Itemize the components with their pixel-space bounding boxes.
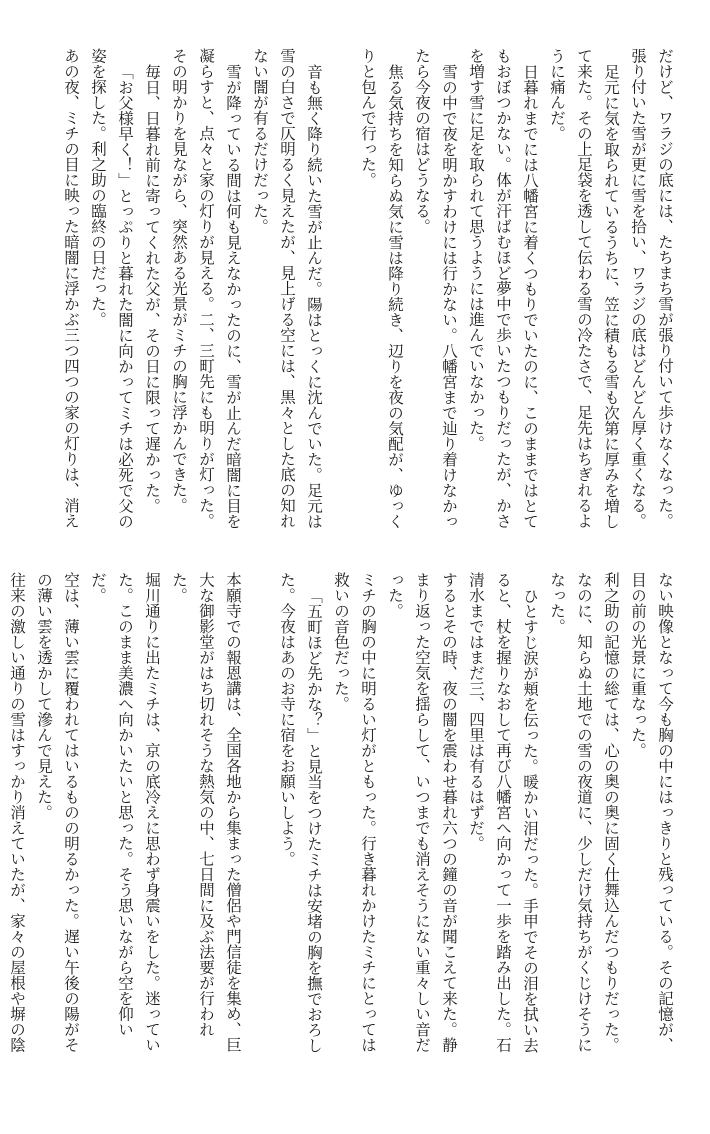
paragraph: だけど、ワラジの底には、たちまち雪が張り付いて歩けなくなった。張り付いた雪が更に雪を拾い、ワラジの底はどんどん厚く重くなる。 [629,48,674,529]
paragraph: ミチの胸の中に明るい灯がともった。行き暮れかけたミチにとっては救いの音色だった。 [332,572,377,1053]
lower-text-block [8,572,678,1064]
paragraph: ない映像となって今も胸の中にはっきりと残っている。その記憶が、目の前の光景に重なった。 [629,572,674,1053]
blank-line [327,48,354,540]
paragraph: 日暮れまでには八幡宮に着くつもりでいたのに、このままではとてもおぼつかない。体が汗ばむほど夢中で歩いたつもりだったが、かさを増す雪に足を取られて思うようには進んでいなかった。 [467,48,539,529]
paragraph: 毎日、日暮れ前に寄ってくれた父が、その日に限って遅かった。 [143,63,161,513]
paragraph: 「五町ほど先かな？」と見当をつけたミチは安堵の胸を撫でおろした。今夜はあのお寺に宿をお願いしよう。 [278,572,323,1053]
blank-line [246,572,273,1064]
paragraph: 雪が降っている間は何も見えなかったのに、雪が止んだ暗闇に目を凝らすと、点々と家の灯りが見える。二、三町先にも明りが灯った。その明かりを見ながら、突然ある光景がミチの胸に浮かんできた。 [170,48,242,529]
paragraph: あの夜、ミチの目に映った暗闇に浮かぶ三つ四つの家の灯りは、消え [62,48,80,529]
paragraph: 「お父様早く！」とっぷりと暮れた闇に向かってミチは必死で父の姿を探した。利之助の臨終の日だった。 [89,48,134,529]
paragraph: 音も無く降り続いた雪が止んだ。陽はとっくに沈んでいた。足元は雪の白さで仄明るく見えたが、見上げる空には、黒々とした底の知れない闇が有るだけだった。 [251,48,323,529]
upper-text-block [48,48,678,540]
paragraph: 空は、薄い雲に覆われてはいるものの明るかった。遅い午後の陽がその薄い雲を透かして滲んで見えた。 [35,572,80,1053]
paragraph: 堀川通りに出たミチは、京の底冷えに思わず身震いをした。迷っていた。このまま美濃へ向かいたいと思った。そう思いながら空を仰いだ。 [89,572,161,1053]
paragraph: ひとすじ涙が頬を伝った。暖かい泪だった。手甲でその泪を拭い去ると、杖を握りなおして再び八幡宮へ向かって一歩を踏み出した。石清水まではまだ三、四里は有るはずだ。 [467,572,539,1053]
paragraph: 往来の激しい通りの雪はすっかり消えていたが、家々の屋根や塀の陰 [8,572,26,1053]
paragraph: 本願寺での報恩講は、全国各地から集まった僧侶や門信徒を集め、巨大な御影堂がはち切れそうな熱気の中、七日間に及ぶ法要が行われた。 [170,572,242,1053]
paragraph: するとその時、夜の闇を震わせ暮れ六つの鐘の音が聞こえて来た。静まり返った空気を揺らして、いつまでも消えそうにない重々しい音だった。 [386,572,458,1053]
paragraph: 利之助の記憶の総ては、心の奥の奥に固く仕舞込んだつもりだった。なのに、知らぬ土地での雪の夜道に、少しだけ気持ちがくじけそうになった。 [548,572,620,1053]
paragraph: 雪の中で夜を明かすわけには行かない。八幡宮まで辿り着けなかったら今夜の宿はどうなる。 [413,48,458,529]
paragraph: 足元に気を取られているうちに、笠に積もる雪も次第に厚みを増して来た。その上足袋を透して伝わる雪の冷たさで、足先はちぎれるように痛んだ。 [548,48,620,529]
paragraph: 焦る気持ちを知らぬ気に雪は降り続き、辺りを夜の気配が、ゆっくりと包んで行った。 [359,48,404,529]
